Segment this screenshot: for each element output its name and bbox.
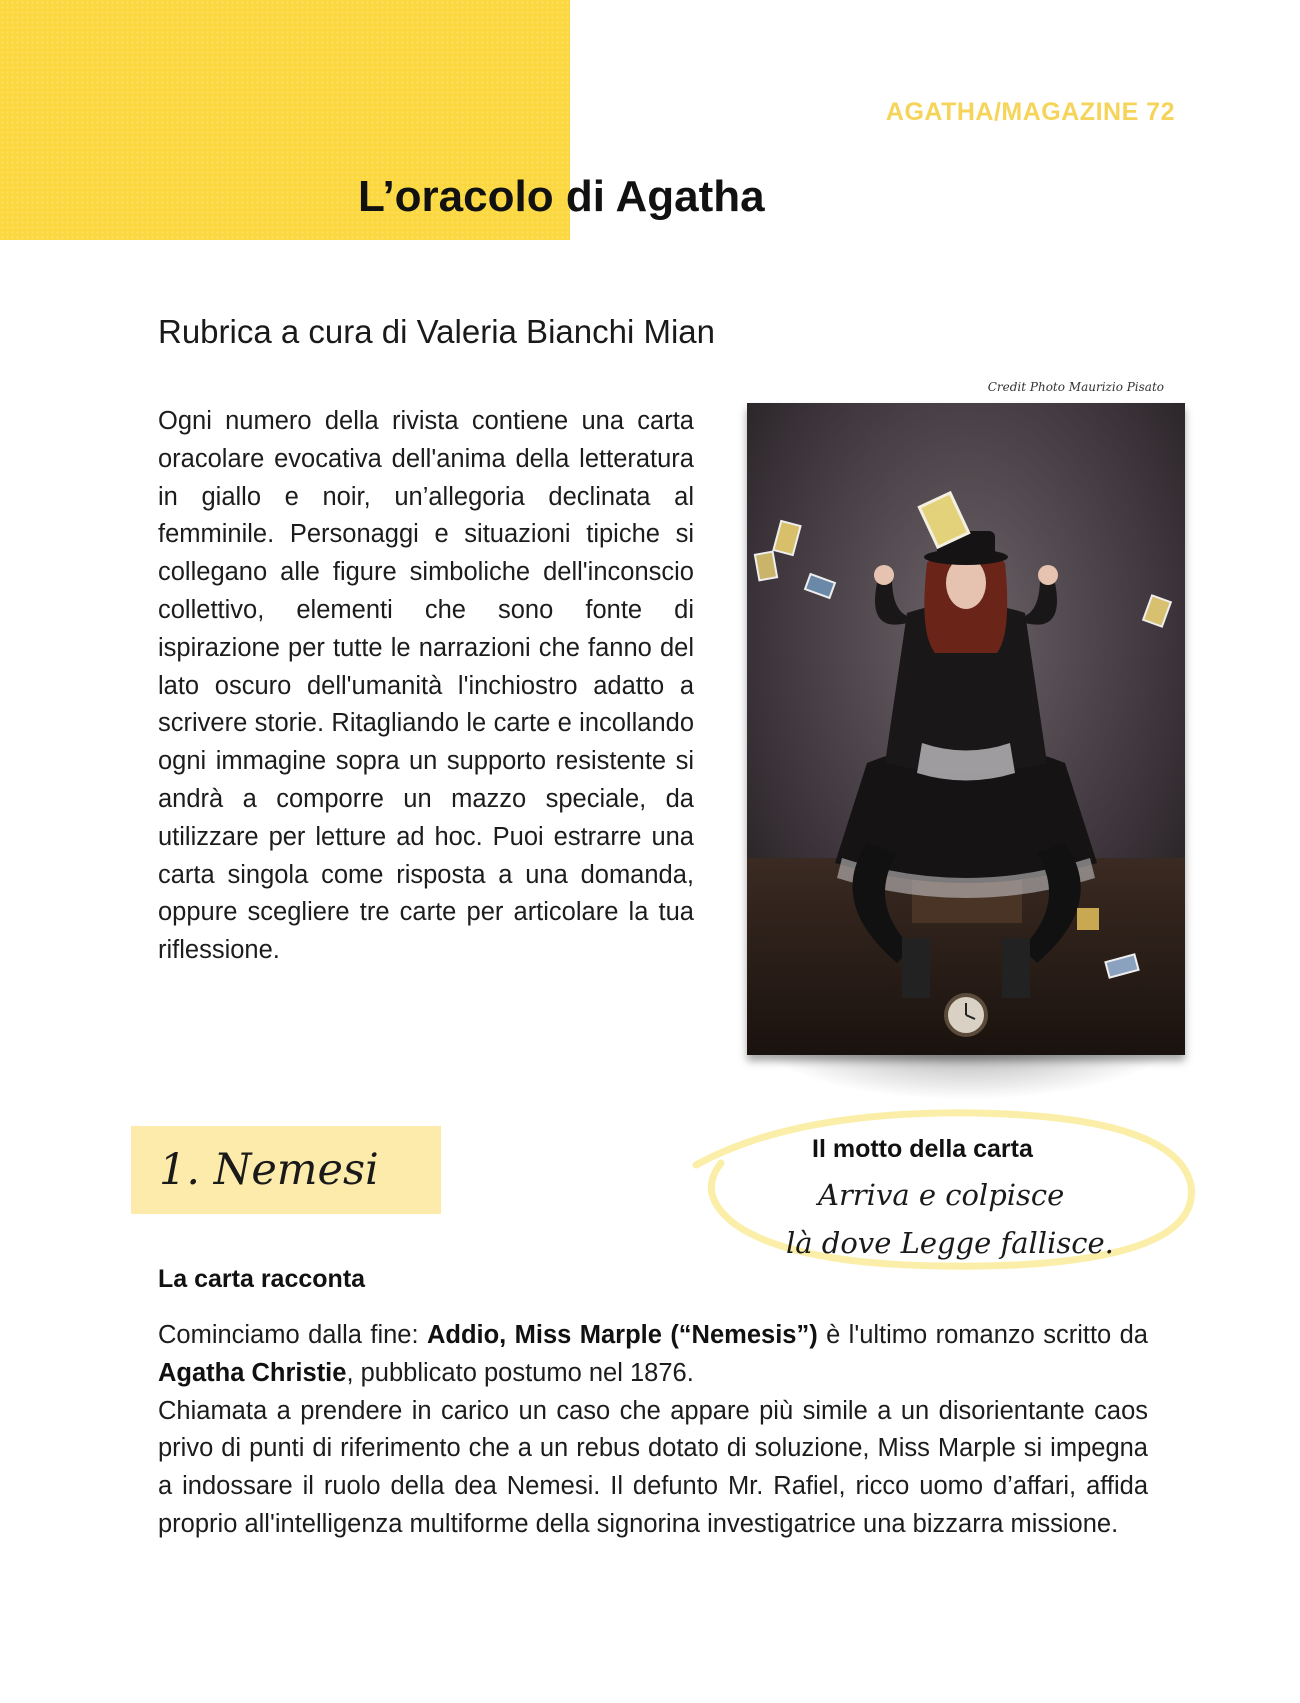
card-title: 1. Nemesi [159,1145,379,1195]
oracle-photo [747,403,1185,1055]
intro-paragraph: Ogni numero della rivista contiene una carta oracolare evocativa dell'anima della letteratura in giallo e noir, un’allegoria declinata al femminile. Personaggi e situazioni tipiche si collegano alle figure simboliche dell'inconscio collettivo, elementi che sono fonte di ispirazione per tutte le narrazioni che fanno del lato oscuro dell'umanità l'inchiostro adatto a scrivere storie. Ritagliando le carte e incollando ogni immagine sopra un supporto resistente si andrà a comporre un mazzo speciale, da utilizzare per letture ad hoc. Puoi estrarre una carta singola come risposta a una domanda, oppure scegliere tre carte per articolare la tua riflessione. [158,407,694,965]
story-paragraph-2: Chiamata a prendere in carico un caso che appare più simile a un disorientante caos privo di punti di riferimento che a un rebus dotato di soluzione, Miss Marple si impegna a indossare il ruolo della dea Nemesi. Il defunto Mr. Rafiel, ricco uomo d’affari, affida proprio all'intelligenza multiforme della signorina investigatrice una bizzarra missione. [158,1396,1148,1538]
author-name: Agatha Christie [158,1358,347,1387]
motto-line-1: Arriva e colpisce [818,1178,1065,1212]
story-text-segment: , pubblicato postumo nel 1876. [346,1358,694,1387]
story-text [158,1317,1148,1544]
page-title: L’oracolo di Agatha [358,172,765,221]
story-text-segment: è l'ultimo romanzo scritto da [817,1321,1148,1349]
motto-line-2: là dove Legge fallisce. [786,1226,1114,1260]
motto-label: Il motto della carta [812,1135,1033,1163]
card-title-box [131,1126,441,1214]
oracle-photo-illustration [747,403,1185,1055]
issue-label: AGATHA/MAGAZINE 72 [885,98,1175,126]
story-heading: La carta racconta [158,1265,366,1293]
byline: Rubrica a cura di Valeria Bianchi Mian [158,313,715,350]
book-title: Addio, Miss Marple (“Nemesis”) [426,1321,818,1349]
story-paragraph-1 [158,1317,1148,1393]
photo-credit: Credit Photo Maurizio Pisato [987,380,1164,394]
story-text-segment: Cominciamo dalla fine: [158,1321,427,1349]
